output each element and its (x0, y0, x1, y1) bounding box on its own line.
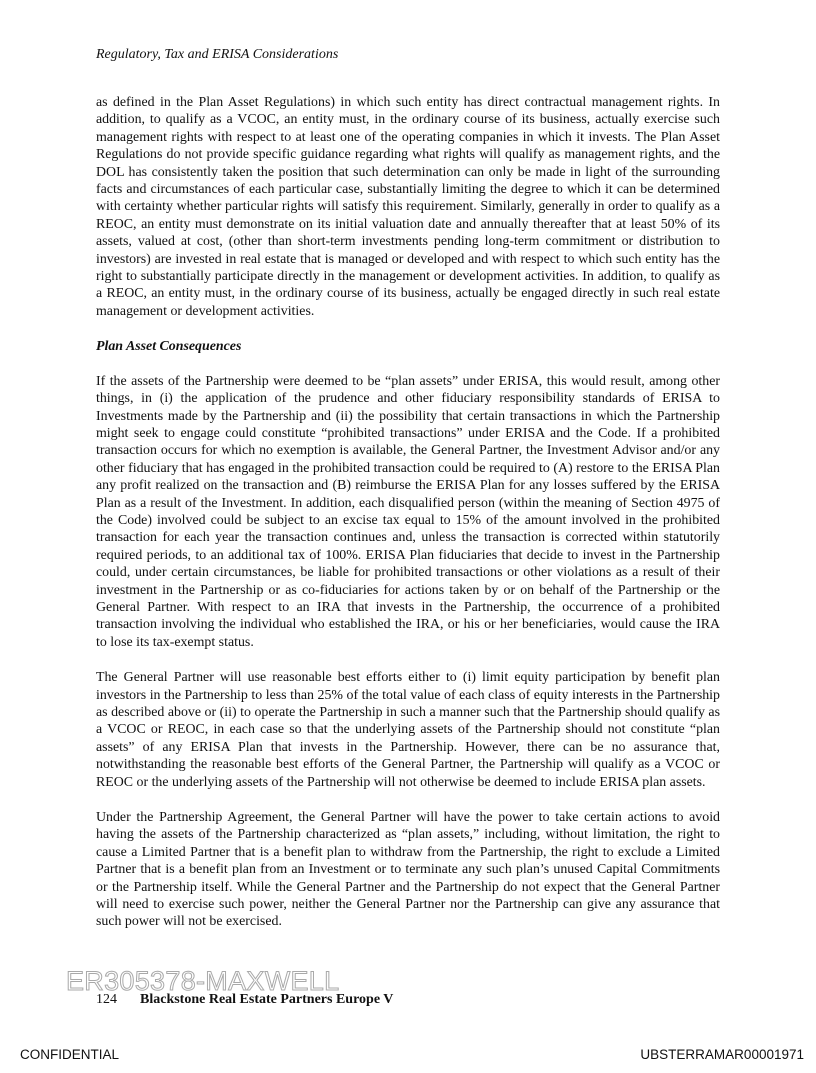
bates-stamp: ER305378-MAXWELL (66, 966, 340, 996)
body-paragraph-1: as defined in the Plan Asset Regulations) in which such entity has direct contractual management rights. In addition, to qualify as a VCOC, an entity must, in the ordinary course of its business, actually exercise such management rights with respect to at least one of the operating companies in which it invests. The Plan Asset Regulations do not provide specific guidance regarding what rights will qualify as management rights, and the DOL has consistently taken the position that such determination can only be made in light of the surrounding facts and circumstances of each particular case, substantially limiting the degree to which it can be determined with certainty whether particular rights will satisfy this requirement. Similarly, generally in order to qualify as a REOC, an entity must demonstrate on its initial valuation date and annually thereafter that at least 50% of its assets, valued at cost, (other than short-term investments pending long-term commitment or distribution to investors) are invested in real estate that is managed or developed and with respect to which such entity has the right to substantially participate directly in the management or development activities. In addition, to qualify as a REOC, an entity must, in the ordinary course of its business, actually be engaged directly in such real estate management or development activities. (96, 95, 720, 319)
section-heading: Plan Asset Consequences (96, 339, 242, 355)
running-header: Regulatory, Tax and ERISA Considerations (96, 47, 339, 62)
confidential-stamp: CONFIDENTIAL (20, 1047, 120, 1062)
body-paragraph-3: The General Partner will use reasonable best efforts either to (i) limit equity participation by benefit plan investors in the Partnership to less than 25% of the total value of each class of equity interests in the Partnership as described above or (ii) to operate the Partnership in such a manner such that the Partnership should qualify as a VCOC or REOC, in each case so that the underlying assets of the Partnership should not constitute “plan assets” of any ERISA Plan that invests in the Partnership. However, there can be no assurance that, notwithstanding the reasonable best efforts of the General Partner, the Partnership will qualify as a VCOC or REOC or the underlying assets of the Partnership will not otherwise be deemed to include ERISA plan assets. (96, 670, 720, 790)
document-title: Blackstone Real Estate Partners Europe V (140, 992, 394, 1007)
document-body (96, 94, 720, 949)
body-paragraph-4: Under the Partnership Agreement, the General Partner will have the power to take certain actions to avoid having the assets of the Partnership characterized as “plan assets,” including, without limitation, the right to cause a Limited Partner that is a benefit plan to withdraw from the Partnership, the right to exclude a Limited Partner that is a benefit plan from an Investment or to terminate any such plan’s unused Capital Commitments or the Partnership itself. While the General Partner and the Partnership do not expect that the General Partner will need to exercise such power, neither the General Partner nor the Partnership can give any assurance that such power will not be exercised. (96, 810, 720, 930)
page-number: 124 (96, 992, 117, 1007)
page-footer (96, 991, 393, 1009)
body-paragraph-2: If the assets of the Partnership were deemed to be “plan assets” under ERISA, this would result, among other things, in (i) the application of the prudence and other fiduciary responsibility standards of ERISA to Investments made by the Partnership and (ii) the possibility that certain transactions in which the Partnership might seek to engage could constitute “prohibited transactions” under ERISA and the Code. If a prohibited transaction occurs for which no exemption is available, the General Partner, the Investment Advisor and/or any other fiduciary that has engaged in the prohibited transaction could be required to (A) restore to the ERISA Plan any profit realized on the transaction and (B) reimburse the ERISA Plan for any losses suffered by the ERISA Plan as a result of the Investment. In addition, each disqualified person (within the meaning of Section 4975 of the Code) involved could be subject to an excise tax equal to 15% of the amount involved in the prohibited transaction for each year the transaction continues and, unless the transaction is corrected within statutorily required periods, to an additional tax of 100%. ERISA Plan fiduciaries that decide to invest in the Partnership could, under certain circumstances, be liable for prohibited transactions or other violations as a result of their investment in the Partnership or as co-fiduciaries for actions taken by or on behalf of the Partnership or the General Partner. With respect to an IRA that invests in the Partnership, the occurrence of a prohibited transaction involving the individual who established the IRA, or his or her beneficiaries, would cause the IRA to lose its tax-exempt status. (96, 373, 720, 650)
production-id-stamp: UBSTERRAMAR00001971 (640, 1047, 804, 1062)
